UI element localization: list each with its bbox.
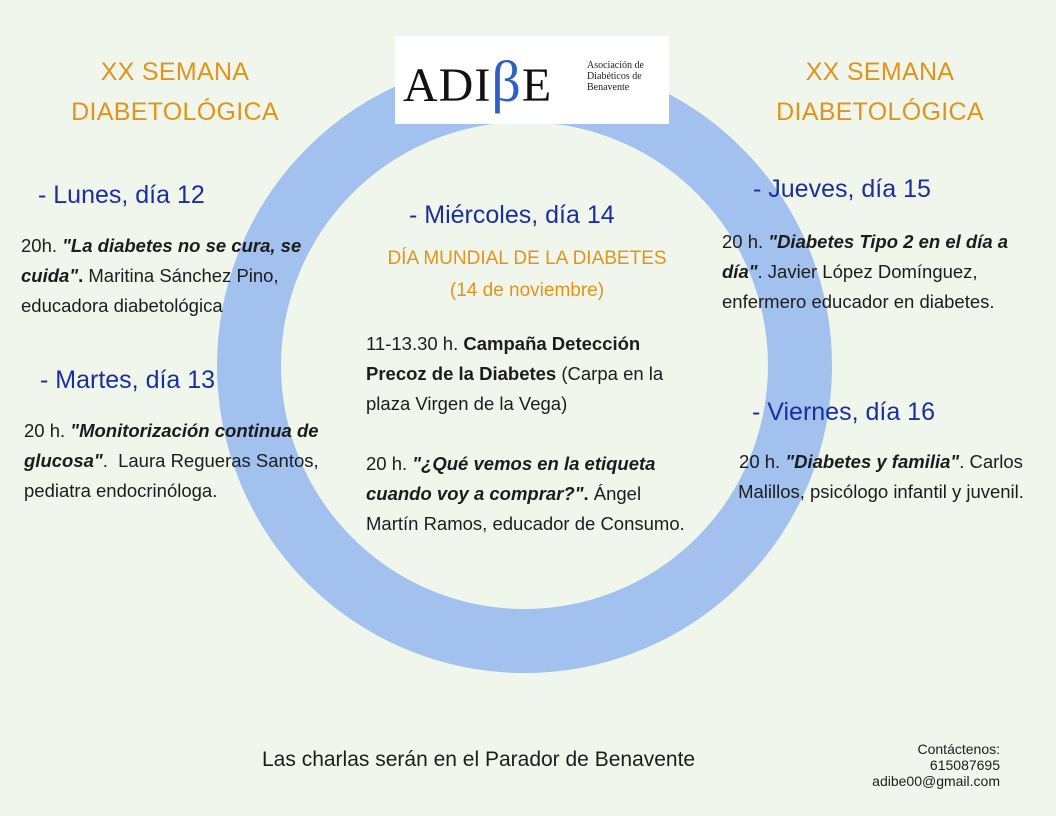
- day-heading-viernes: - Viernes, día 16: [752, 398, 935, 426]
- day-heading-jueves: - Jueves, día 15: [753, 175, 931, 203]
- contact-block: [872, 741, 1000, 789]
- footer-venue: Las charlas serán en el Parador de Benavente: [262, 748, 696, 771]
- title-right: XX SEMANA DIABETOLÓGICA: [776, 58, 984, 126]
- dia-mundial: DÍA MUNDIAL DE LA DIABETES (14 de noviembre): [387, 248, 667, 301]
- logo-mark: ADIβE: [403, 49, 553, 114]
- talk-jueves: 20 h. "Diabetes Tipo 2 en el día a día". Javier López Domínguez, enfermero educador en diabetes.: [722, 231, 1009, 312]
- contact-phone: 615087695: [929, 757, 1000, 773]
- talk-viernes: 20 h. "Diabetes y familia". Carlos Malillos, psicólogo infantil y juvenil.: [738, 451, 1024, 502]
- day-heading-lunes: - Lunes, día 12: [38, 181, 205, 209]
- contact-label: Contáctenos:: [917, 741, 1000, 757]
- title-left: XX SEMANA DIABETOLÓGICA: [71, 58, 279, 126]
- logo-subtitle: Asociación de Diabéticos de Benavente: [587, 60, 644, 93]
- talk-martes: 20 h. "Monitorización continua de glucosa". Laura Regueras Santos, pediatra endocrinóloga.: [24, 420, 319, 501]
- event-campana: 11-13.30 h. Campaña Detección Precoz de la Diabetes (Carpa en la plaza Virgen de la Vega): [366, 333, 664, 414]
- talk-miercoles: 20 h. "¿Qué vemos en la etiqueta cuando voy a comprar?". Ángel Martín Ramos, educador de Consumo.: [366, 453, 685, 534]
- talk-lunes: 20h. "La diabetes no se cura, se cuida". Maritina Sánchez Pino, educadora diabetológica: [21, 235, 302, 316]
- day-heading-miercoles: - Miércoles, día 14: [409, 201, 615, 229]
- adibe-logo: [395, 36, 669, 124]
- day-heading-martes: - Martes, día 13: [40, 366, 216, 394]
- contact-email: adibe00@gmail.com: [872, 773, 1000, 789]
